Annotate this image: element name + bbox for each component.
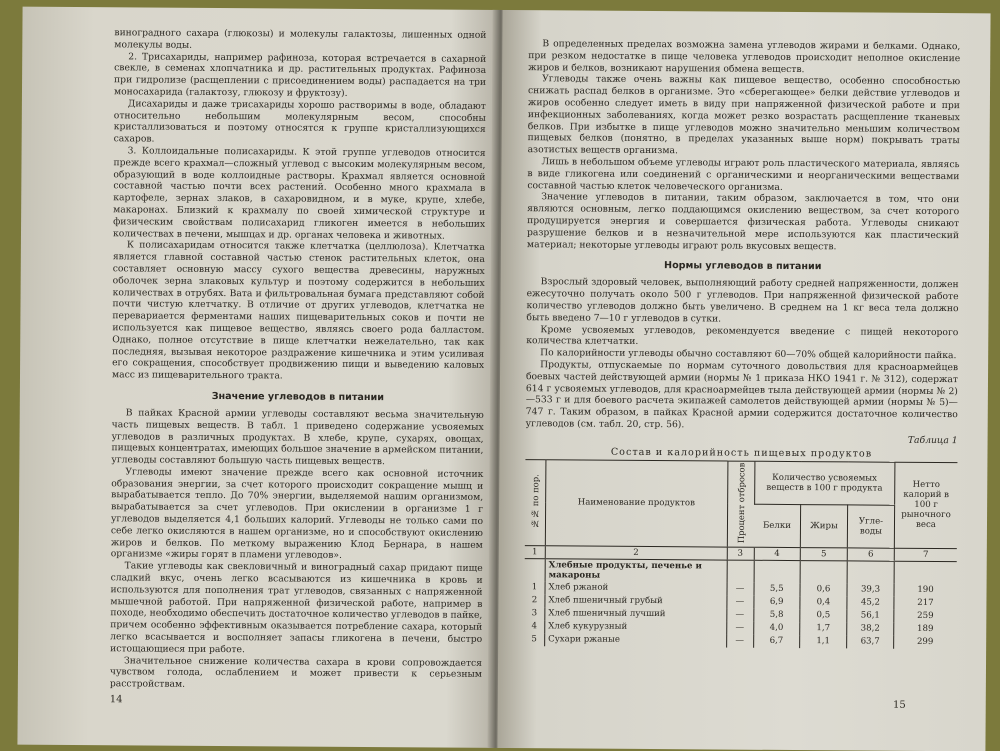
right-top-text: [527, 38, 960, 253]
paragraph: Взрослый здоровый человек, выполняющий работу средней напряженности, должен ежесуточно получать около 500 г углеводов. При напряженной физической работе количество углеводов должно быть увеличено. В среднем на 1 кг веса тела должно быть введено 7—10 г углеводов в сутки.: [526, 276, 959, 325]
table-row: 5 Сухари ржаные — 6,7 1,1 63,7 299: [524, 633, 956, 649]
section-heading: Значение углеводов в питании: [211, 390, 385, 404]
paragraph: Кроме усвояемых углеводов, рекомендуется введение с пищей некоторого количества клетчатки.: [526, 323, 959, 348]
header-name: Наименование продуктов: [545, 459, 727, 547]
paragraph: Углеводы имеют значение прежде всего как основной источник образования энергии, за счет которого происходит сокращение мышц и вырабатывается тепло. До 70% энергии, выделяемой нашим организмом, вырабатывается за счет углеводов. При окислении в организме 1 г углеводов выделяется 4,1 больших калорий. Углеводы не только сами по себе легко окисляются в нашем организме, но и способствуют окислению жиров и белков. По меткому выражению Клод Бернара, в нашем организме «жиры горят в пламени углеводов».: [110, 466, 484, 562]
section-heading: Нормы углеводов в питании: [664, 260, 822, 273]
page-number: 14: [109, 694, 123, 706]
right-bottom-text: [526, 276, 959, 432]
left-bottom-text: [110, 407, 484, 693]
paragraph: 3. Коллоидальные полисахариды. К этой группе углеводов относится прежде всего крахмал—сложный углевод с высоким молекулярным весом, образующий в воде коллоидные растворы. Крахмал является основной составной частью почти всех растений. Особенно много крахмала в картофеле, зернах злаков, в сахаровидном, и в муке, крупе, хлебе, макаронах. Близкий к крахмалу по своей химической структуре и физическим свойствам полисахарид гликоген имеется в небольших количествах в печени, мышцах и др. органах человека и животных.: [112, 145, 486, 242]
header-calories: Нетто калорий в 100 г рыночного веса: [894, 462, 957, 549]
right-page: [497, 10, 990, 751]
header-group: Количество усвояемых веществ в 100 г продукта: [754, 461, 895, 505]
table-label: Таблица 1: [907, 434, 958, 446]
paragraph: По калорийности углеводы обычно составляют 60—70% общей калорийности пайка.: [540, 347, 957, 362]
left-page: [17, 7, 498, 748]
paragraph: виноградного сахара (глюкозы) и молекулы галактозы, лишенных одной молекулы воды.: [114, 27, 487, 51]
table-row: 2 Хлеб пшеничный грубый — 6,9 0,4 45,2 217: [524, 594, 956, 610]
group-title: Хлебные продукты, печенье и макароны: [545, 559, 727, 583]
table-row: 1 Хлеб ржаной — 5,5 0,6 39,3 190: [524, 581, 956, 597]
column-number-row: 1 2 3 4 5 6 7: [525, 546, 957, 562]
header-waste: Процент отбросов: [727, 461, 755, 548]
header-num: №№ по пор.: [525, 459, 546, 546]
header-carbs: Угле-воды: [847, 505, 894, 549]
left-top-text: [112, 27, 486, 383]
paragraph: Продукты, отпускаемые по нормам суточного довольствия для красноармейцев боевых частей действующей армии (нормы № 1 приказа НКО 1941 г. № 312), содержат 614 г усвояемых углеводов, для красноармейцев тыла действующей армии (нормы № 2)—533 г и для боевого расчета экипажей самолетов действующей армии (нормы № 5)—747 г. Таким образом, в пайках Красной армии содержится достаточное количество углеводов (см. табл. 20, стр. 56).: [525, 359, 959, 431]
table-row: 4 Хлеб кукурузный — 4,0 1,7 38,2 189: [524, 620, 956, 636]
table-row: 3 Хлеб пшеничный лучший — 5,8 0,5 56,1 259: [524, 607, 956, 623]
header-protein: Белки: [754, 504, 801, 548]
header-fat: Жиры: [800, 505, 847, 549]
paragraph: В пайках Красной армии углеводы составляют весьма значительную часть пищевых веществ. В табл. 1 приведено содержание усвояемых углеводов в различных продуктах. В хлебе, крупе, сухарях, овощах, пищевых концентратах, имеющих большое значение в армейском питании, углеводы составляют большую часть пищевых веществ.: [111, 407, 484, 468]
open-book: [17, 7, 990, 751]
paragraph: Значительное снижение количества сахара в крови сопровождается чувством голода, ослаблением и может привести к серьезным расстройствам.: [109, 654, 483, 691]
paragraph: К полисахаридам относится также клетчатка (целлюлоза). Клетчатка является главной составной частью стенок растительных клеток, она составляет основную массу сухого вещества древесины, наружных оболочек зерна злаковых культур и поэтому содержится в небольших количествах в отрубях. Вата и фильтровальная бумага представляют собой почти чистую клетчатку. В отличие от других углеводов, клетчатка не перевариается ферментами наших пищеварительных соков и почти не используется как пищевое вещество, являясь своего рода балластом. Однако, полное отсутствие в пище клетчатки нежелательно, так как последняя, вызывая некоторое раздражение кишечника и этим усиливая его сокращения, способствует продвижению пищи и выведению каловых масс из пищеварительного тракта.: [111, 239, 485, 382]
paragraph: Такие углеводы как свекловичный и виноградный сахар придают пище сладкий вкус, очень легко всасываются из кишечника в кровь и используются для пополнения трат углеводов, связанных с напряженной мышечной работой. При напряженной физической работе, например в походе, необходимо обеспечить достаточное количество углеводов в пайке, причем особенно эффективным оказывается потребление сахара, который легко всасывается и восполняет запасы гликогена в печени, быстро истощающиеся при работе.: [110, 560, 483, 656]
paragraph: 2. Трисахариды, например рафиноза, которая встречается в сахарной свекле, в семенах хлопчатника и др. растительных продуктах. Рафиноза при гидролизе (расщеплении с присоединением воды) распадается на три моносахарида (галактозу, глюкозу и фруктозу).: [113, 50, 487, 99]
paragraph: Углеводы также очень важны как пищевое вещество, особенно способностью снижать распад белков в организме. Это «сберегающее» белки действие углеводов и жиров особенно следует иметь в виду при напряженной физической работе и при инфекционных заболеваниях, когда может резко возрастать расщепление тканевых белков. При избытке в пище углеводов можно значительно меньшим количеством пищевых белков (понятно, в пределах указанных выше норм) покрывать траты азотистых веществ организма.: [527, 73, 961, 157]
paragraph: Лишь в небольшом объеме углеводы играют роль пластического материала, являясь в виде гликогена или соединений с органическими и неорганическими веществами составной частью клеток человеческого организма.: [527, 156, 960, 193]
composition-table: [524, 459, 957, 650]
page-number: 15: [892, 699, 906, 711]
paragraph: В определенных пределах возможна замена углеводов жирами и белками. Однако, при резком недостатке в пище человека углеводов происходит неполное окисление жиров и белков, возникают нарушения обмена веществ.: [528, 38, 961, 75]
table-title: Состав и калорийность пищевых продуктов: [610, 446, 873, 460]
table-group-row: [525, 559, 957, 585]
paragraph: Значение углеводов в питании, таким образом, заключается в том, что они являются основным, легко поддающимся окислению веществом, за счет которого продуцируется энергия и совершается физическая работа. Углеводы сникают разрушение белков и в незначительной мере используются как пластический материал; некоторые углеводы играют роль вкусовых веществ.: [526, 191, 960, 252]
paragraph: Дисахариды и даже трисахариды хорошо растворимы в воде, обладают относительно небольшим молекулярным весом, способны кристаллизоваться и поэтому относятся к группе кристаллизующихся сахаров.: [113, 98, 486, 145]
